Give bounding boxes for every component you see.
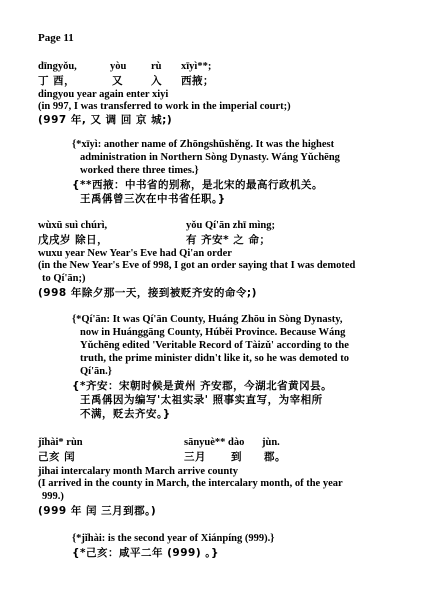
chinese-translation: (999 年 闰 三月到郡。) — [38, 505, 157, 517]
pinyin-word: rù — [151, 61, 162, 72]
note-english: truth, the prime minister didn't like it, so he was demoted to — [80, 353, 350, 364]
note-chinese: 王禹偁因为编写'太祖实录' 照事实直写，为宰相所 — [80, 394, 323, 406]
chinese-row — [38, 75, 398, 88]
pinyin-row — [38, 220, 398, 232]
note-english: worked there three times.} — [80, 165, 199, 176]
pinyin-word: sānyuè** dào — [184, 437, 245, 448]
gloss-line: jihai intercalary month March arrive county — [38, 466, 238, 477]
pinyin-row — [38, 61, 398, 73]
pinyin-word: dīngyǒu, — [38, 61, 77, 72]
chinese-row — [38, 234, 398, 247]
gloss-line: dingyou year again enter xiyi — [38, 89, 169, 100]
pinyin-word: jùn. — [262, 437, 280, 448]
note-english: now in Huánggāng County, Húběi Province. Because Wáng — [80, 327, 346, 338]
english-translation: (I arrived in the county in March, the intercalary month, of the year — [38, 478, 343, 489]
pinyin-word: jǐhài* rùn — [38, 437, 83, 448]
note-chinese: 不满，贬去齐安。} — [80, 408, 171, 420]
pinyin-word: xīyì**; — [181, 61, 212, 72]
note-english: {*jǐhài: is the second year of Xiánpíng (999).} — [72, 533, 275, 544]
chinese-word: 郡。 — [264, 451, 286, 463]
chinese-word: 丁 酉， — [38, 75, 76, 87]
english-translation: 999.) — [42, 491, 64, 502]
pinyin-row — [38, 437, 398, 449]
note-chinese: 王禹偁曾三次在中书省任职。} — [80, 193, 226, 205]
gloss-line: wuxu year New Year's Eve had Qi'an order — [38, 248, 232, 259]
chinese-translation: (998 年除夕那一天，接到被贬齐安的命令;) — [38, 287, 257, 299]
note-chinese: {*齐安：宋朝时候是黄州 齐安郡，今湖北省黄冈县。 — [72, 380, 333, 392]
note-chinese: {**西掖：中书省的别称，是北宋的最高行政机关。 — [72, 179, 323, 191]
chinese-word: 戊戌岁 除日， — [38, 234, 109, 246]
english-translation: (in the New Year's Eve of 998, I got an order saying that I was demoted — [38, 260, 356, 271]
chinese-word: 又 — [112, 75, 123, 87]
note-english: administration in Northern Sòng Dynasty. Wáng Yǔchēng — [80, 152, 340, 163]
chinese-translation: (997 年, 又 调 回 京 城;) — [38, 114, 173, 126]
note-english: Yǔchēng edited 'Veritable Record of Tàizǔ' according to the — [80, 340, 349, 351]
pinyin-word: wùxū suì chúrì, — [38, 220, 108, 231]
chinese-word: 西掖； — [181, 75, 214, 87]
chinese-word: 己亥 闰 — [38, 451, 76, 463]
chinese-word: 三月 — [184, 451, 206, 463]
english-translation: (in 997, I was transferred to work in the imperial court;) — [38, 101, 291, 112]
chinese-row — [38, 451, 398, 464]
pinyin-word: yòu — [110, 61, 127, 72]
chinese-word: 有 齐安* 之 命； — [186, 234, 271, 246]
chinese-word: 入 — [151, 75, 162, 87]
note-chinese: {*己亥：咸平二年 (999) 。} — [72, 547, 220, 559]
page-label: Page 11 — [38, 32, 74, 44]
note-english: {*Qí'ān: It was Qí'ān County, Huáng Zhōu in Sòng Dynasty, — [72, 314, 343, 325]
english-translation: to Qí'ān;) — [42, 273, 86, 284]
note-english: Qí'ān.} — [80, 366, 112, 377]
pinyin-word: yǒu Qí'ān zhī mìng; — [186, 220, 275, 231]
note-english: {*xīyì: another name of Zhōngshūshěng. It was the highest — [72, 139, 335, 150]
chinese-word: 到 — [231, 451, 242, 463]
